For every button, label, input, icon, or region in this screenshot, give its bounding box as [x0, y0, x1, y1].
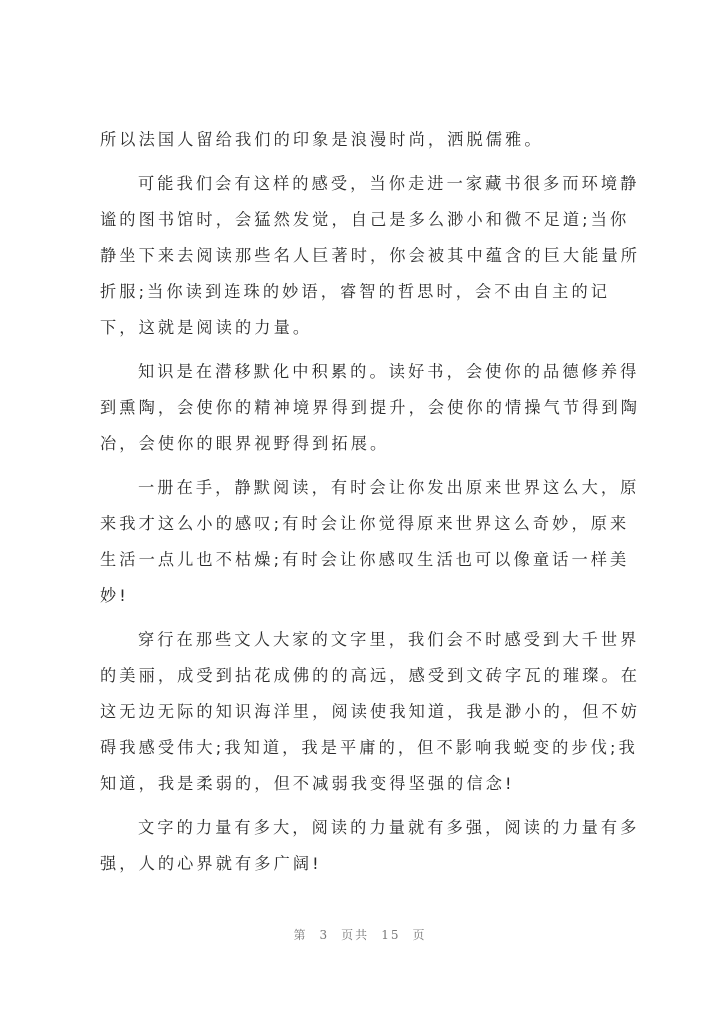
text-line: 知道，我是柔弱的，但不减弱我变得坚强的信念! — [100, 774, 515, 793]
total-pages: 15 — [381, 928, 401, 942]
paragraph — [100, 166, 660, 346]
text-line: 一册在手，静默阅读，有时会让你发出原来世界这么大，原 — [138, 478, 640, 497]
text-line: 静坐下来去阅读那些名人巨著时，你会被其中蕴含的巨大能量所 — [100, 246, 641, 265]
text-line: 到熏陶，会使你的精神境界得到提升，会使你的情操气节得到陶 — [100, 398, 641, 417]
current-page-number: 3 — [319, 928, 330, 942]
text-line: 这无边无际的知识海洋里，阅读使我知道，我是渺小的，但不妨 — [100, 702, 641, 721]
footer-prefix: 第 — [293, 928, 308, 942]
footer-middle: 页共 — [341, 928, 370, 942]
paragraph — [100, 810, 660, 882]
text-line: 的美丽，成受到拈花成佛的的高远，感受到文砖字瓦的璀璨。在 — [100, 666, 641, 685]
paragraph — [100, 622, 660, 802]
page-footer — [0, 926, 720, 943]
text-line: 碍我感受伟大;我知道，我是平庸的，但不影响我蜕变的步伐;我 — [100, 738, 638, 757]
text-line: 妙! — [100, 586, 129, 605]
document-body — [100, 122, 660, 890]
text-line: 知识是在潜移默化中积累的。读好书，会使你的品德修养得 — [138, 362, 640, 381]
text-line: 强，人的心界就有多广阔! — [100, 854, 322, 873]
text-line: 可能我们会有这样的感受，当你走进一家藏书很多而环境静 — [138, 174, 640, 193]
text-line: 文字的力量有多大，阅读的力量就有多强，阅读的力量有多 — [138, 818, 640, 837]
footer-suffix: 页 — [412, 928, 427, 942]
text-line: 生活一点儿也不枯燥;有时会让你感叹生活也可以像童话一样美 — [100, 550, 630, 569]
text-line: 下，这就是阅读的力量。 — [100, 318, 313, 337]
text-line: 冶，会使你的眼界视野得到拓展。 — [100, 434, 390, 453]
paragraph — [100, 470, 660, 614]
text-line: 折服;当你读到连珠的妙语，睿智的哲思时，会不由自主的记 — [100, 282, 611, 301]
paragraph — [100, 354, 660, 462]
text-line: 穿行在那些文人大家的文字里，我们会不时感受到大千世界 — [138, 630, 640, 649]
paragraph — [100, 122, 660, 158]
text-line: 来我才这么小的感叹;有时会让你觉得原来世界这么奇妙，原来 — [100, 514, 630, 533]
text-line: 谧的图书馆时，会猛然发觉，自己是多么渺小和微不足道;当你 — [100, 210, 630, 229]
text-line: 所以法国人留给我们的印象是浪漫时尚，洒脱儒雅。 — [100, 130, 544, 149]
